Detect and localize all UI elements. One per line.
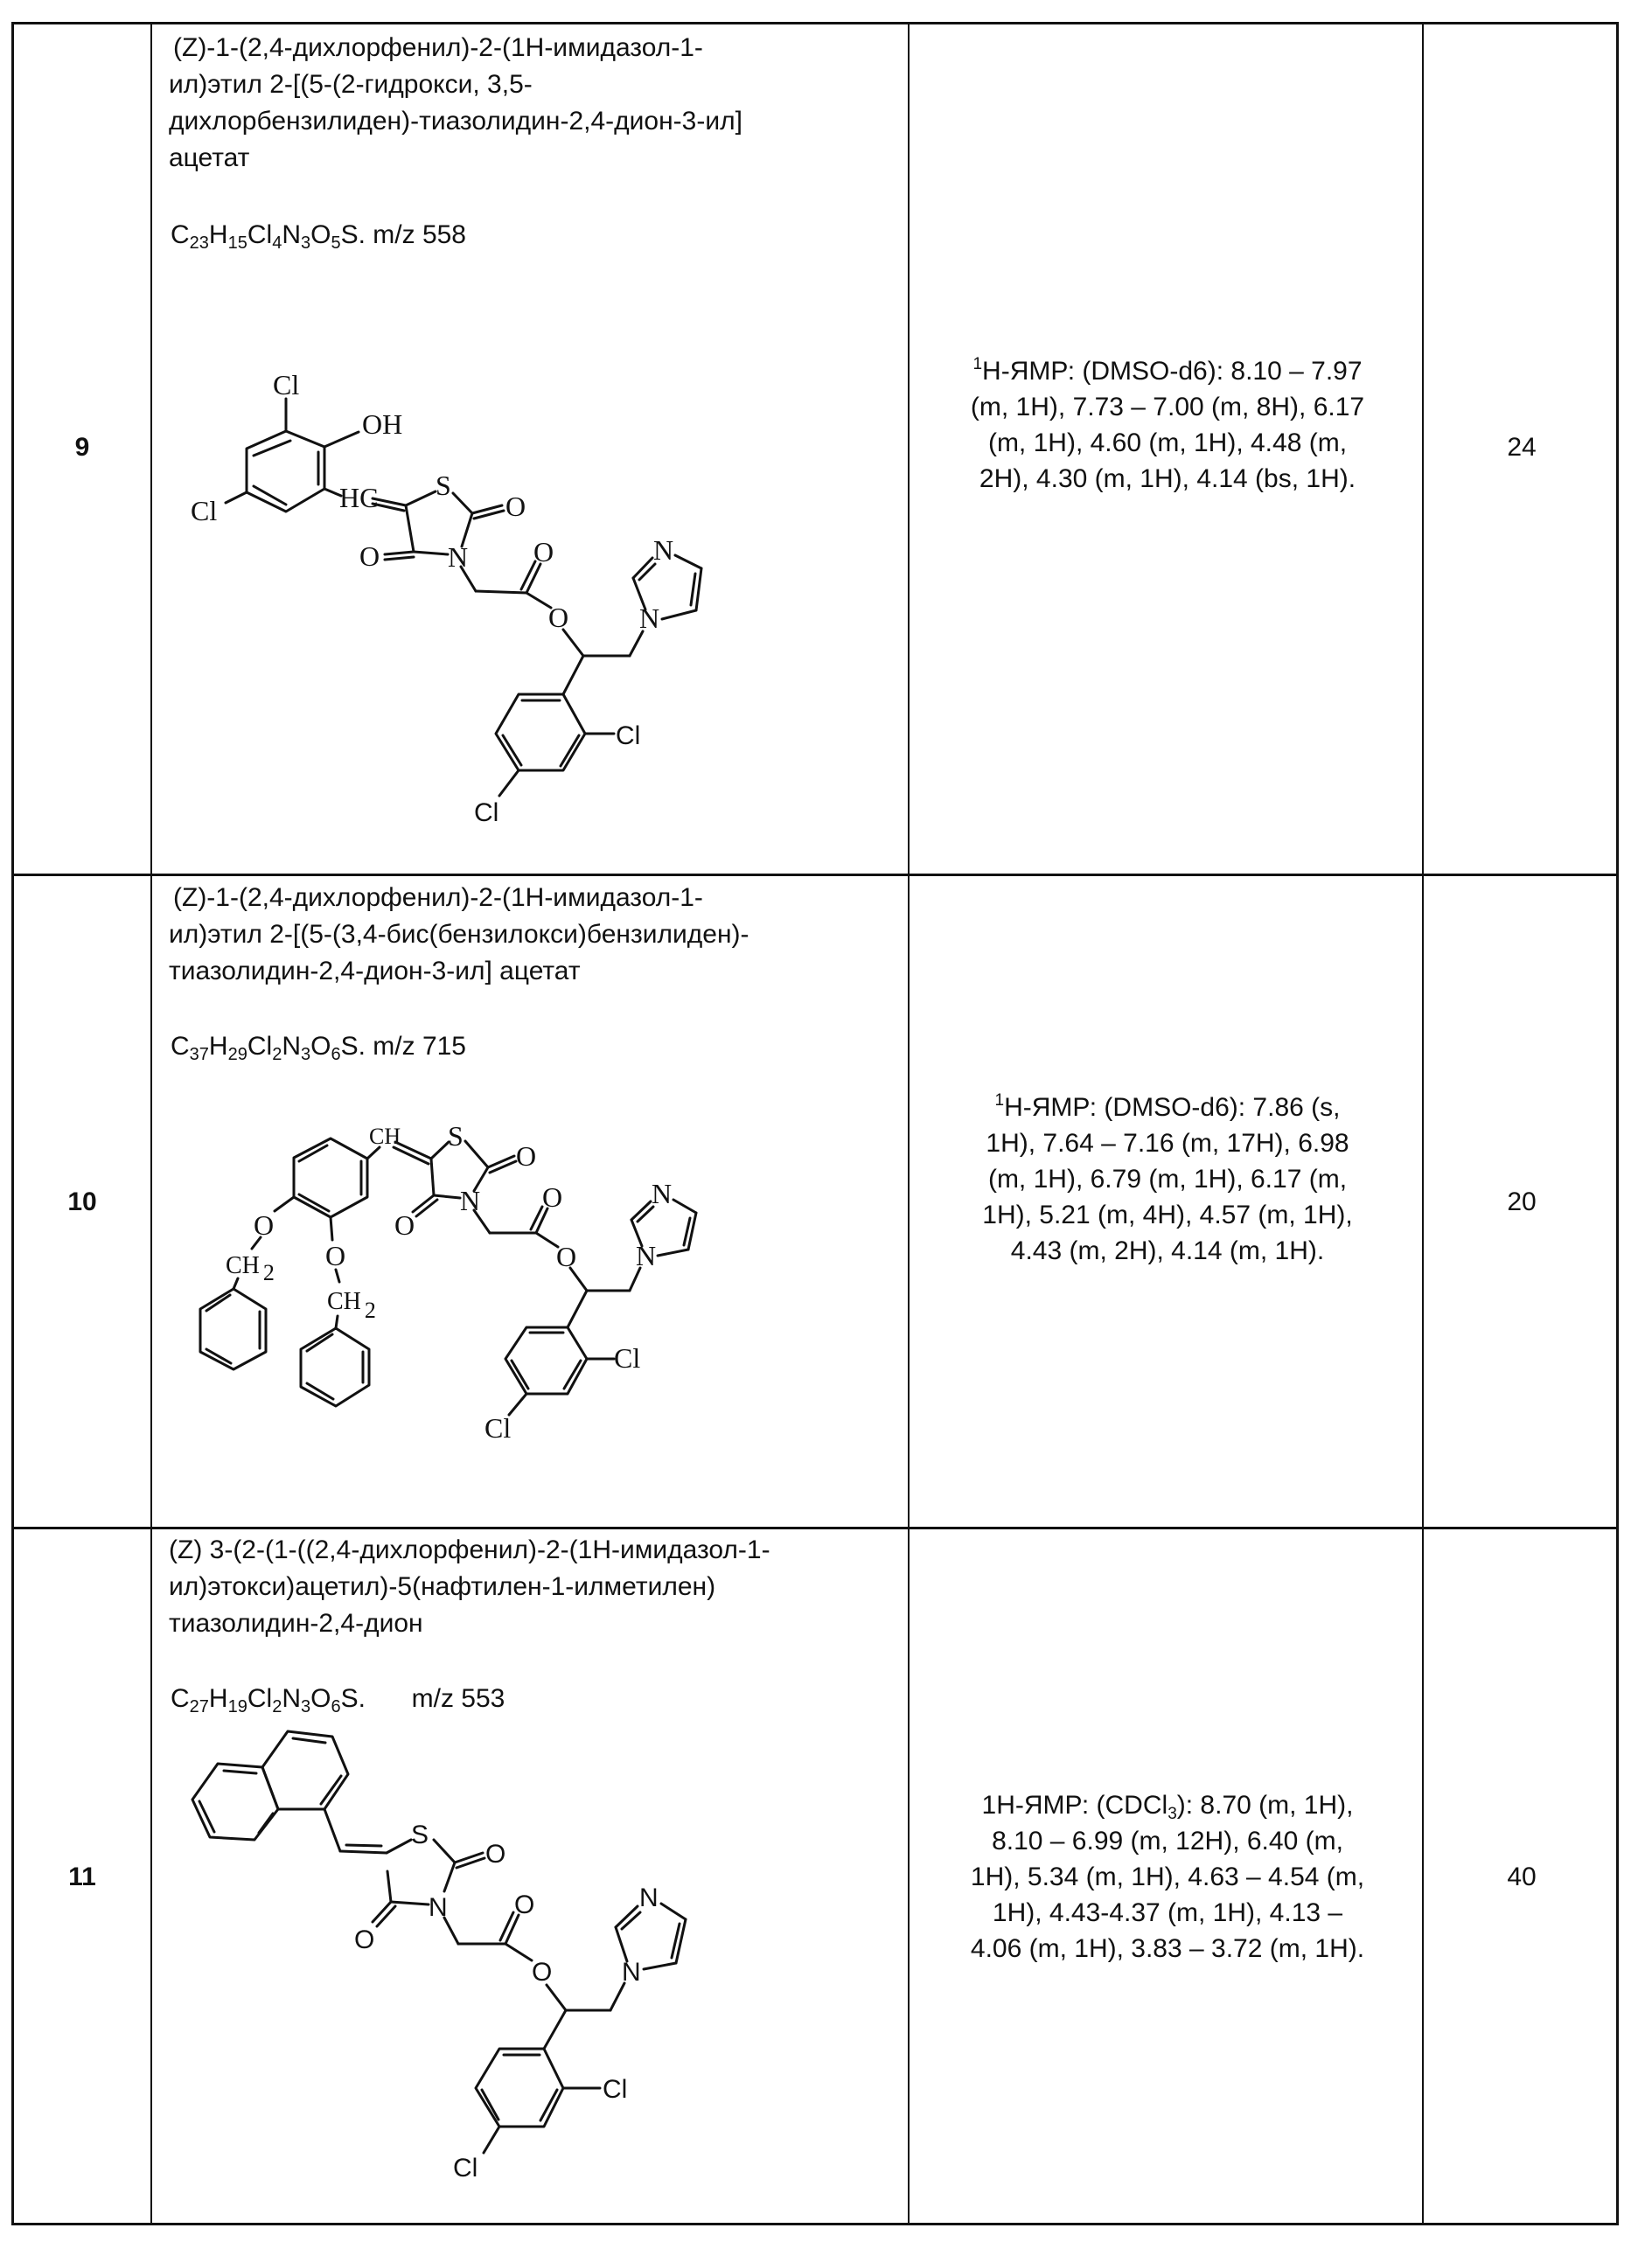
atom-label: O [533, 536, 554, 567]
atom-label: O [532, 1958, 552, 1987]
atom-label: Cl [616, 721, 640, 750]
nmr-data [918, 1090, 1417, 1269]
nmr-line [918, 353, 1417, 389]
atom-label: O [254, 1209, 274, 1241]
atom-label: Cl [453, 2154, 477, 2183]
nmr-line [918, 1787, 1417, 1823]
nmr-data [918, 1787, 1417, 1967]
formula-subscript: 19 [228, 1697, 247, 1716]
formula-element: Cl [247, 1684, 272, 1713]
formula-element: C [171, 1032, 190, 1061]
atom-label: Cl [273, 369, 299, 400]
atom-label: HC [339, 482, 378, 513]
formula-text [171, 1684, 373, 1713]
formula-element: Cl [247, 220, 272, 249]
compound-name [169, 880, 903, 990]
formula-subscript: 3 [301, 1697, 310, 1716]
atom-label: O [548, 602, 568, 633]
mass-value: m/z 558 [373, 220, 466, 249]
column-divider [908, 22, 910, 2225]
atom-label: O [542, 1181, 562, 1213]
atom-label: Cl [603, 2075, 627, 2104]
molecular-formula [171, 1684, 505, 1714]
formula-subscript: 29 [228, 1045, 247, 1064]
nmr-text: 1H-ЯМР: (CDCl [982, 1791, 1168, 1820]
atom-label: S [448, 1120, 464, 1152]
atom-label: CH [369, 1124, 401, 1149]
compound-number: 10 [13, 1187, 151, 1217]
formula-element: C [171, 1684, 190, 1713]
atom-label: Cl [484, 1412, 511, 1444]
formula-element: O [310, 1032, 331, 1061]
formula-subscript: 27 [190, 1697, 209, 1716]
formula-subscript: 4 [272, 233, 282, 253]
atom-label: N [639, 602, 659, 634]
formula-element: H [209, 220, 228, 249]
nmr-data [918, 353, 1417, 497]
compound-name-line: ил)этил 2-[(5-(2-гидрокси, 3,5- [169, 66, 903, 103]
formula-element: S. [341, 1032, 366, 1061]
column-divider [150, 22, 152, 2225]
nmr-line: 1H), 4.43-4.37 (m, 1H), 4.13 – [918, 1895, 1417, 1931]
mass-value: m/z 553 [412, 1684, 505, 1713]
formula-subscript: 2 [272, 1045, 282, 1064]
formula-element: O [310, 1684, 331, 1713]
formula-subscript: 23 [190, 233, 209, 253]
yield-value: 20 [1425, 1187, 1619, 1217]
atom-label: CH 2 [327, 1288, 376, 1323]
atom-label: O [325, 1240, 345, 1271]
atom-label: OH [362, 408, 402, 440]
atom-label: N [636, 1240, 656, 1271]
molecular-formula [171, 220, 466, 250]
formula-element: S. [341, 1684, 366, 1713]
row-divider [11, 874, 1619, 876]
nmr-line: 2H), 4.30 (m, 1H), 4.14 (bs, 1H). [918, 461, 1417, 497]
compound-name-line: ил)этил 2-[(5-(3,4-бис(бензилокси)бензилиден)- [169, 916, 903, 953]
compound-name-line: тиазолидин-2,4-дион-3-ил] ацетат [169, 953, 903, 990]
atom-label: N [653, 534, 673, 566]
formula-element: H [209, 1032, 228, 1061]
atom-label: N [448, 541, 468, 573]
formula-subscript: 6 [331, 1697, 340, 1716]
atom-label: O [485, 1840, 505, 1869]
atom-label: Cl [614, 1342, 640, 1374]
nmr-isotope: 1 [972, 355, 982, 373]
nmr-line: 1H), 5.21 (m, 4H), 4.57 (m, 1H), [918, 1197, 1417, 1233]
nmr-line: (m, 1H), 6.79 (m, 1H), 6.17 (m, [918, 1161, 1417, 1197]
yield-value: 24 [1425, 433, 1619, 463]
atom-label: O [394, 1209, 415, 1241]
compound-number: 9 [13, 433, 151, 463]
formula-element: S. [341, 220, 366, 249]
atom-label: S [436, 470, 451, 501]
nmr-subscript: 3 [1168, 1805, 1177, 1823]
formula-text [171, 220, 373, 249]
formula-subscript: 15 [228, 233, 247, 253]
nmr-isotope: 1 [995, 1091, 1005, 1110]
atom-label: O [359, 540, 380, 572]
atom-label: S [411, 1821, 429, 1849]
compound-name [169, 30, 903, 177]
column-divider [1422, 22, 1424, 2225]
formula-subscript: 3 [301, 233, 310, 253]
atom-label: CH 2 [226, 1252, 275, 1285]
atom-label: N [639, 1883, 659, 1912]
atom-label: N [652, 1178, 672, 1209]
compound-name-line: (Z) 3-(2-(1-((2,4-дихлорфенил)-2-(1H-имидазол-1- [169, 1532, 903, 1569]
formula-element: H [209, 1684, 228, 1713]
molecular-formula [171, 1032, 466, 1062]
nmr-text: H-ЯМР: (DMSO-d6): 7.86 (s, [1004, 1093, 1340, 1122]
atom-label: O [516, 1140, 536, 1172]
nmr-line: (m, 1H), 7.73 – 7.00 (m, 8H), 6.17 [918, 389, 1417, 425]
atom-label: N [429, 1893, 448, 1922]
formula-subscript: 2 [272, 1697, 282, 1716]
formula-element: N [282, 1032, 301, 1061]
atom-label: O [354, 1925, 374, 1954]
formula-element: N [282, 1684, 301, 1713]
nmr-line: 1H), 7.64 – 7.16 (m, 17H), 6.98 [918, 1125, 1417, 1161]
nmr-line: (m, 1H), 4.60 (m, 1H), 4.48 (m, [918, 425, 1417, 461]
nmr-line: 1H), 5.34 (m, 1H), 4.63 – 4.54 (m, [918, 1859, 1417, 1895]
nmr-text: ): 8.70 (m, 1H), [1177, 1791, 1354, 1820]
atom-label: N [622, 1958, 641, 1987]
compound-name-line: дихлорбензилиден)-тиазолидин-2,4-дион-3-ил] [169, 103, 903, 140]
compound-number: 11 [13, 1863, 151, 1892]
compound-name-line: (Z)-1-(2,4-дихлорфенил)-2-(1H-имидазол-1- [169, 30, 903, 66]
compound-name-line: тиазолидин-2,4-дион [169, 1605, 903, 1642]
atom-label: Cl [191, 495, 217, 526]
nmr-line [918, 1090, 1417, 1125]
compound-name-line: ил)этокси)ацетил)-5(нафтилен-1-илметилен) [169, 1569, 903, 1605]
formula-subscript: 3 [301, 1045, 310, 1064]
formula-subscript: 6 [331, 1045, 340, 1064]
atom-label: Cl [474, 798, 498, 827]
mass-value: m/z 715 [373, 1032, 466, 1061]
compound-name-line: ацетат [169, 140, 903, 177]
atom-label: O [556, 1241, 576, 1272]
nmr-line: 8.10 – 6.99 (m, 12H), 6.40 (m, [918, 1823, 1417, 1859]
atom-label: O [514, 1890, 534, 1919]
compound-name [169, 1532, 903, 1642]
formula-element: N [282, 220, 301, 249]
compound-name-line: (Z)-1-(2,4-дихлорфенил)-2-(1H-имидазол-1- [169, 880, 903, 916]
nmr-text: H-ЯМР: (DMSO-d6): 8.10 – 7.97 [982, 357, 1362, 386]
atom-label: N [460, 1185, 480, 1216]
atom-label: O [505, 491, 526, 522]
formula-subscript: 5 [331, 233, 340, 253]
yield-value: 40 [1425, 1863, 1619, 1892]
nmr-line: 4.43 (m, 2H), 4.14 (m, 1H). [918, 1233, 1417, 1269]
row-divider [11, 1527, 1619, 1529]
formula-element: Cl [247, 1032, 272, 1061]
formula-element: O [310, 220, 331, 249]
formula-subscript: 37 [190, 1045, 209, 1064]
nmr-line: 4.06 (m, 1H), 3.83 – 3.72 (m, 1H). [918, 1931, 1417, 1967]
formula-element: C [171, 220, 190, 249]
formula-text [171, 1032, 373, 1061]
